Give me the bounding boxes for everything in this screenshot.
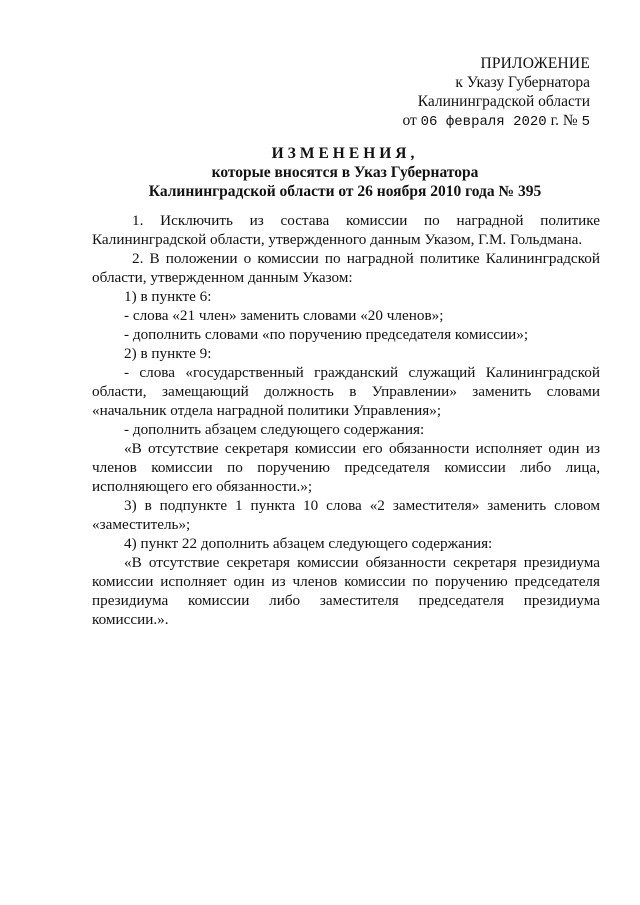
item-4: 4) пункт 22 дополнить абзацем следующего содержания: — [124, 535, 493, 552]
item-3: 3) в подпункте 1 пункта 10 слова «2 заместителя» заменить словом «заместитель»; — [92, 497, 600, 533]
item-2-b: - дополнить абзацем следующего содержания: — [124, 421, 425, 438]
item-2-a: - слова «государственный гражданский служащий Калининградской области, замещающий должность в Управлении» заменить словами «начальник отдела наградной политики Управления»; — [92, 364, 600, 419]
heading-subtitle: которые вносятся в Указ Губернатора — [211, 164, 479, 181]
appendix-date-line — [330, 111, 590, 132]
item-2-quote: «В отсутствие секретаря комиссии его обязанности исполняет один из членов комиссии по поручению председателя комиссии либо лица, исполняющего его обязанности.»; — [92, 440, 600, 495]
appendix-title: ПРИЛОЖЕНИЕ — [480, 55, 590, 72]
date-suffix: г. № — [550, 112, 578, 129]
appendix-decree-line: к Указу Губернатора — [455, 74, 590, 91]
heading-title: ИЗМЕНЕНИЯ, — [271, 145, 419, 162]
heading-reference: Калининградской области от 26 ноября 2010 года № 395 — [148, 183, 542, 200]
item-1-b: - дополнить словами «по поручению председателя комиссии»; — [124, 326, 529, 343]
item-1: 1) в пункте 6: — [124, 288, 212, 305]
paragraph-2: 2. В положении о комиссии по наградной политике Калининградской области, утвержденном данным Указом: — [92, 250, 600, 286]
item-4-quote: «В отсутствие секретаря комиссии обязанности секретаря президиума комиссии исполняет один из членов комиссии по поручению председателя президиума комиссии либо заместителя председателя президиума комиссии.». — [92, 554, 600, 628]
document-body — [92, 211, 600, 629]
appendix-block — [330, 54, 590, 132]
item-2: 2) в пункте 9: — [124, 345, 212, 362]
date-prefix: от — [402, 112, 417, 129]
document-heading — [90, 144, 600, 201]
date-value: 06 февраля 2020 — [420, 114, 547, 130]
appendix-region-line: Калининградской области — [417, 93, 590, 110]
decree-number: 5 — [581, 114, 590, 130]
paragraph-1: 1. Исключить из состава комиссии по наградной политике Калининградской области, утвержденного данным Указом, Г.М. Гольдмана. — [92, 212, 600, 248]
item-1-a: - слова «21 член» заменить словами «20 членов»; — [124, 307, 444, 324]
